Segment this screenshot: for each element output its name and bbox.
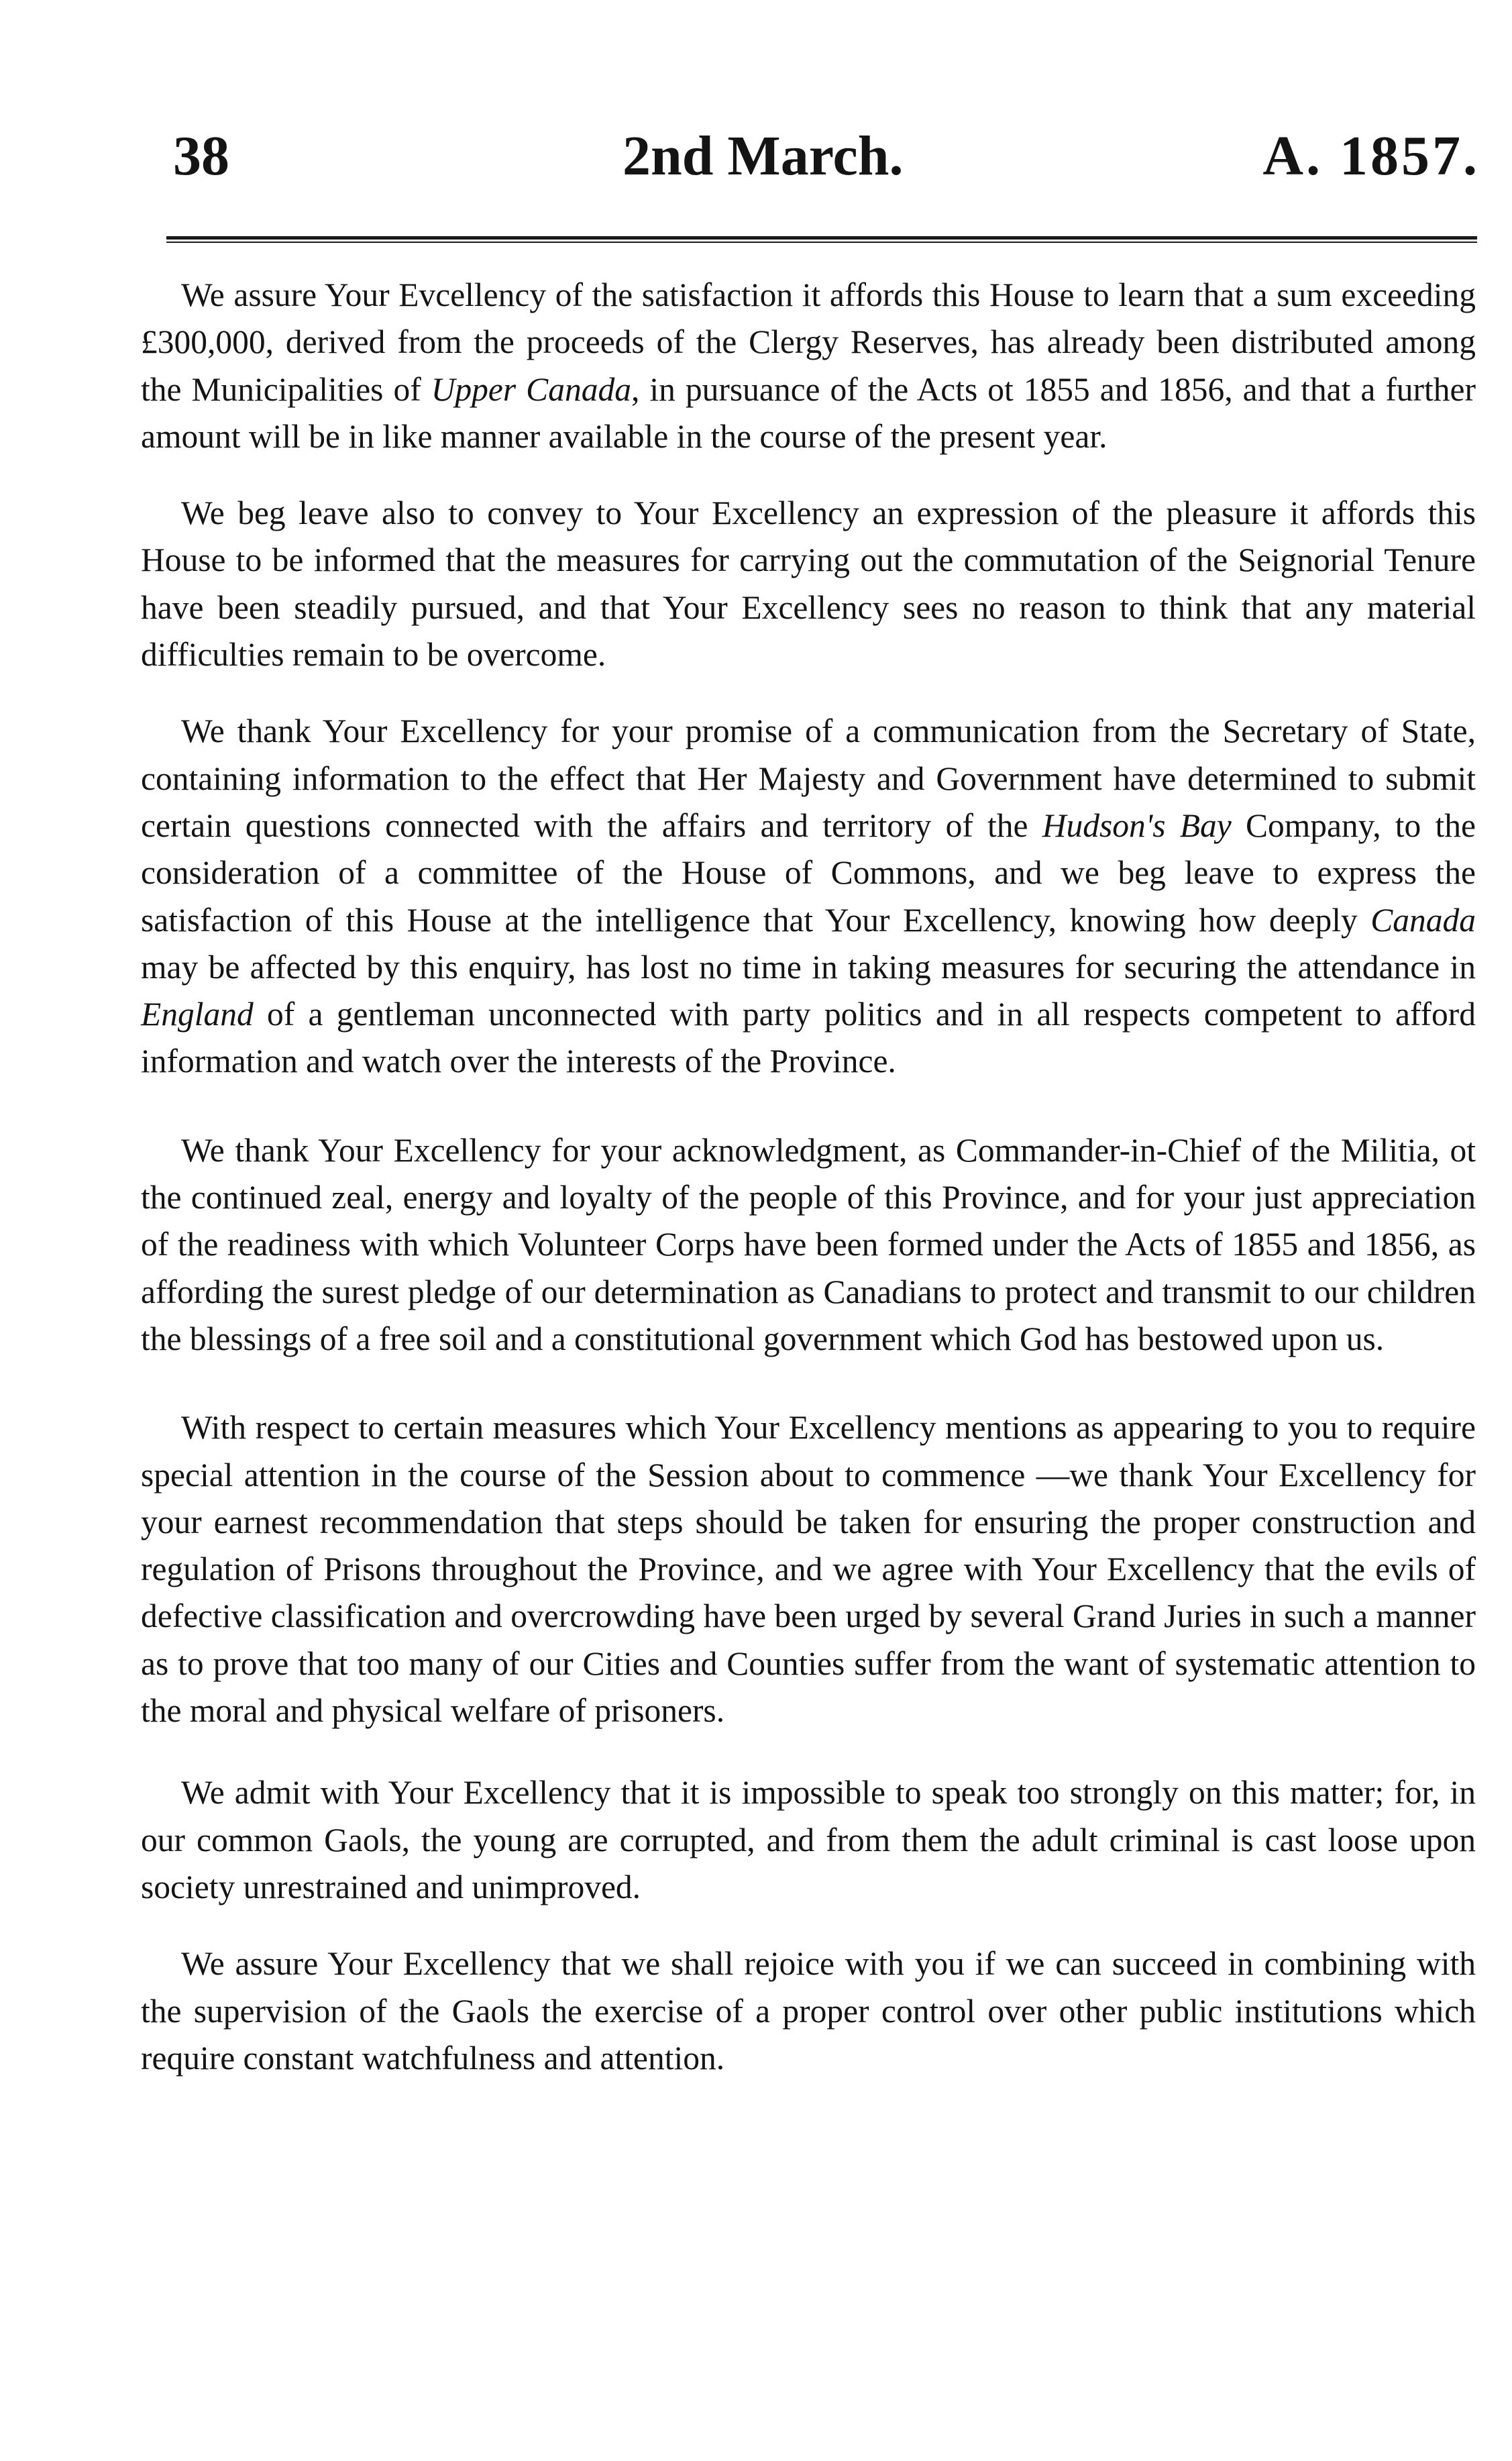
paragraph-3-italic-hudsons-bay: Hudson's Bay	[1042, 806, 1232, 844]
page-header	[173, 119, 1480, 193]
paragraph-3-text-c: Company, to the consideration of a committee of the House of Commons, and we beg leave to express the satisfaction of this House at the intelligence that Your Excellency, knowing how deeply	[141, 806, 1476, 939]
paragraph-3-text-g: of a gentleman unconnected with party politics and in all respects competent to afford information and watch over the interests of the Province.	[141, 996, 1476, 1080]
paragraph-1-text-a: We assure Your Evcellency of the satisfaction it affords this House to learn that a sum exceeding £300,000, derived from the proceeds of the Clergy Reserves, has already been distributed among the Municipalities of	[141, 276, 1476, 408]
paragraph-1-text-c: , in pursuance of the Acts ot 1855 and 1856, and that a further amount will be in like manner available in the course of the present year.	[141, 370, 1476, 455]
page-number: 38	[173, 125, 229, 187]
paragraph-3-text-a: We thank Your Excellency for your promise of a communication from the Secretary of State, containing information to the effect that Her Majesty and Government have determined to submit certain questions connected with the affairs and territory of the	[141, 713, 1476, 844]
paragraph-5	[141, 1404, 1476, 1734]
paragraph-4-text: We thank Your Excellency for your acknowledgment, as Commander-in-Chief of the Militia, ot the continued zeal, energy and loyalty of the people of this Province, and for your just appreciation of the readiness with which Volunteer Corps have been formed under the Acts of 1855 and 1856, as affording the surest pledge of our determination as Canadians to protect and transmit to our children the blessings of a free soil and a constitutional government which God has bestowed upon us.	[141, 1131, 1476, 1357]
paragraph-3-text-e: may be affected by this enquiry, has lost no time in taking measures for securing the attendance in	[141, 948, 1476, 986]
paragraph-1-italic-upper-canada: Upper Canada	[431, 370, 631, 408]
paragraph-1	[141, 272, 1476, 460]
header-year: A. 1857.	[1262, 125, 1480, 187]
paragraph-6-text: We admit with Your Excellency that it is impossible to speak too strongly on this matter; for, in our common Gaols, the young are corrupted, and from them the adult criminal is cast loose upon society unrestrained and unimproved.	[141, 1774, 1476, 1905]
paragraph-6	[141, 1769, 1476, 1911]
paragraph-3	[141, 708, 1476, 1085]
paragraph-4	[141, 1127, 1476, 1363]
body-text	[141, 272, 1476, 2082]
paragraph-7	[141, 1940, 1476, 2082]
header-rule	[166, 236, 1477, 243]
paragraph-3-italic-england: England	[141, 996, 254, 1033]
paragraph-5-text: With respect to certain measures which Your Excellency mentions as appearing to you to require special attention in the course of the Session about to commence —we thank Your Excellency for your earnest recommendation that steps should be taken for ensuring the proper construction and regulation of Prisons throughout the Province, and we agree with Your Excellency that the evils of defective classification and overcrowding have been urged by several Grand Juries in such a manner as to prove that too many of our Cities and Counties suffer from the want of systematic attention to the moral and physical welfare of prisoners.	[141, 1409, 1476, 1730]
header-date: 2nd March.	[623, 125, 904, 187]
paragraph-2	[141, 490, 1476, 678]
paragraph-7-text: We assure Your Excellency that we shall rejoice with you if we can succeed in combining with the supervision of the Gaols the exercise of a proper control over other public institutions which require constant watchfulness and attention.	[141, 1945, 1476, 2077]
paragraph-2-text: We beg leave also to convey to Your Excellency an expression of the pleasure it affords this House to be informed that the measures for carrying out the commutation of the Seignorial Tenure have been steadily pursued, and that Your Excellency sees no reason to think that any material difficulties remain to be overcome.	[141, 494, 1476, 674]
paragraph-3-italic-canada: Canada	[1370, 901, 1476, 939]
